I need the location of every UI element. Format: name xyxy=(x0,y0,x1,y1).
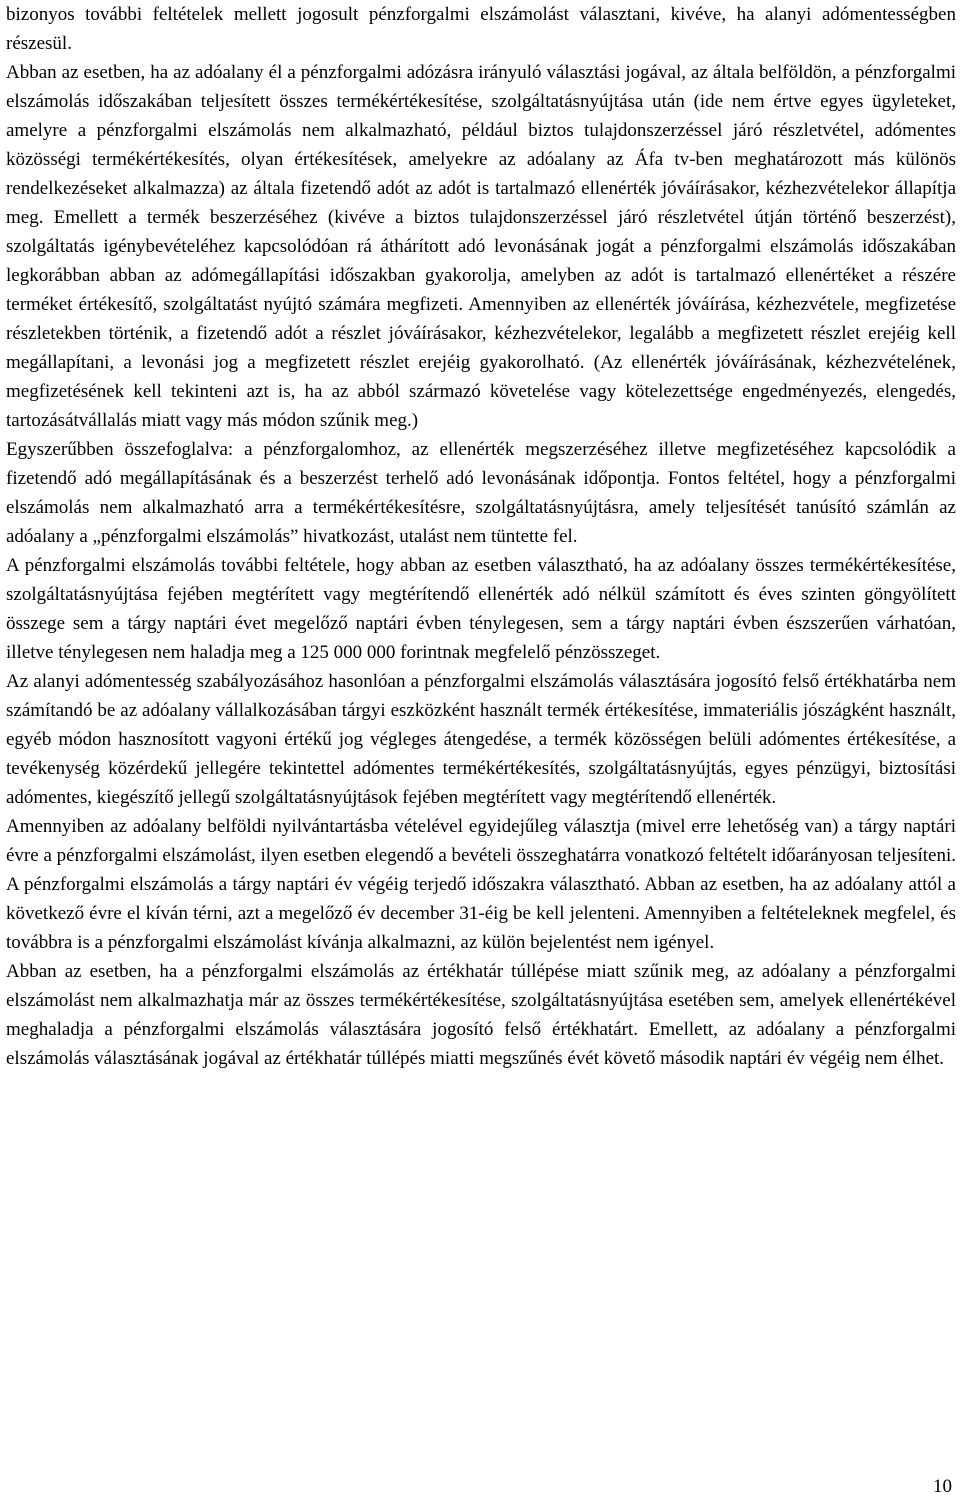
paragraph-3: Egyszerűbben összefoglalva: a pénzforgalomhoz, az ellenérték megszerzéséhez illetve megfizetéséhez kapcsolódik a fizetendő adó megállapításának és a beszerzést terhelő adó levonásának időpontja. Fontos feltétel, hogy a pénzforgalmi elszámolás nem alkalmazható arra a termékértékesítésre, szolgáltatásnyújtásra, amely teljesítését tanúsító számlán az adóalany a „pénzforgalmi elszámolás” hivatkozást, utalást nem tüntette fel. xyxy=(6,439,956,547)
paragraph-1: bizonyos további feltételek mellett jogosult pénzforgalmi elszámolást választani, kivéve, ha alanyi adómentességben részesül. xyxy=(6,4,956,54)
paragraph-2: Abban az esetben, ha az adóalany él a pénzforgalmi adózásra irányuló választási jogával, az általa belföldön, a pénzforgalmi elszámolás időszakában teljesített összes termékértékesítése, szolgáltatásnyújtása után (ide nem értve egyes ügyleteket, amelyre a pénzforgalmi elszámolás nem alkalmazható, például biztos tulajdonszerzéssel járó részletvétel, adómentes közösségi termékértékesítés, olyan értékesítések, amelyekre az adóalany az Áfa tv-ben meghatározott más különös rendelkezéseket alkalmazza) az általa fizetendő adót az adót is tartalmazó ellenérték jóváírásakor, kézhezvételekor állapítja meg. Emellett a termék beszerzéséhez (kivéve a biztos tulajdonszerzéssel járó részletvétel útján történő beszerzést), szolgáltatás igénybevételéhez kapcsolódóan rá áthárított adó levonásának jogát a pénzforgalmi elszámolás időszakában legkorábban abban az adómegállapítási időszakban gyakorolja, amelyben az adót is tartalmazó ellenértéket a részére terméket értékesítő, szolgáltatást nyújtó számára megfizeti. Amennyiben az ellenérték jóváírása, kézhezvétele, megfizetése részletekben történik, a fizetendő adót a részlet jóváírásakor, kézhezvételekor, legalább a megfizetett részlet erejéig kell megállapítani, a levonási jog a megfizetett részlet erejéig gyakorolható. (Az ellenérték jóváírásának, kézhezvételének, megfizetésének kell tekinteni azt is, ha az abból származó követelése vagy kötelezettsége engedményezés, elengedés, tartozásátvállalás miatt vagy más módon szűnik meg.) xyxy=(6,62,956,431)
document-body xyxy=(6,0,956,1073)
paragraph-6: Amennyiben az adóalany belföldi nyilvántartásba vételével egyidejűleg választja (mivel erre lehetőség van) a tárgy naptári évre a pénzforgalmi elszámolást, ilyen esetben elegendő a bevételi összeghatárra vonatkozó feltételt időarányosan teljesíteni. A pénzforgalmi elszámolás a tárgy naptári év végéig terjedő időszakra választható. Abban az esetben, ha az adóalany attól a következő évre el kíván térni, azt a megelőző év december 31-éig be kell jelenteni. Amennyiben a feltételeknek megfelel, és továbbra is a pénzforgalmi elszámolást kívánja alkalmazni, az külön bejelentést nem igényel. xyxy=(6,816,956,953)
paragraph-7: Abban az esetben, ha a pénzforgalmi elszámolás az értékhatár túllépése miatt szűnik meg, az adóalany a pénzforgalmi elszámolást nem alkalmazhatja már az összes termékértékesítése, szolgáltatásnyújtása esetében sem, amelyek ellenértékével meghaladja a pénzforgalmi elszámolás választására jogosító felső értékhatárt. Emellett, az adóalany a pénzforgalmi elszámolás választásának jogával az értékhatár túllépés miatti megszűnés évét követő második naptári év végéig nem élhet. xyxy=(6,961,956,1069)
paragraph-4: A pénzforgalmi elszámolás további feltétele, hogy abban az esetben választható, ha az adóalany összes termékértékesítése, szolgáltatásnyújtása fejében megtérített vagy megtérítendő ellenérték adó nélkül számított és éves szinten göngyölített összege sem a tárgy naptári évet megelőző naptári évben ténylegesen, sem a tárgy naptári évben észszerűen várhatóan, illetve ténylegesen nem haladja meg a 125 000 000 forintnak megfelelő pénzösszeget. xyxy=(6,555,956,663)
paragraph-5: Az alanyi adómentesség szabályozásához hasonlóan a pénzforgalmi elszámolás választására jogosító felső értékhatárba nem számítandó be az adóalany vállalkozásában tárgyi eszközként használt termék értékesítése, immateriális jószágként használt, egyéb módon hasznosított vagyoni értékű jog végleges átengedése, a termék közösségen belüli adómentes értékesítése, a tevékenység közérdekű jellegére tekintettel adómentes termékértékesítés, szolgáltatásnyújtás, egyes pénzügyi, biztosítási adómentes, kiegészítő jellegű szolgáltatásnyújtások fejében megtérített vagy megtérítendő ellenérték. xyxy=(6,671,956,808)
page-number: 10 xyxy=(933,1476,952,1497)
